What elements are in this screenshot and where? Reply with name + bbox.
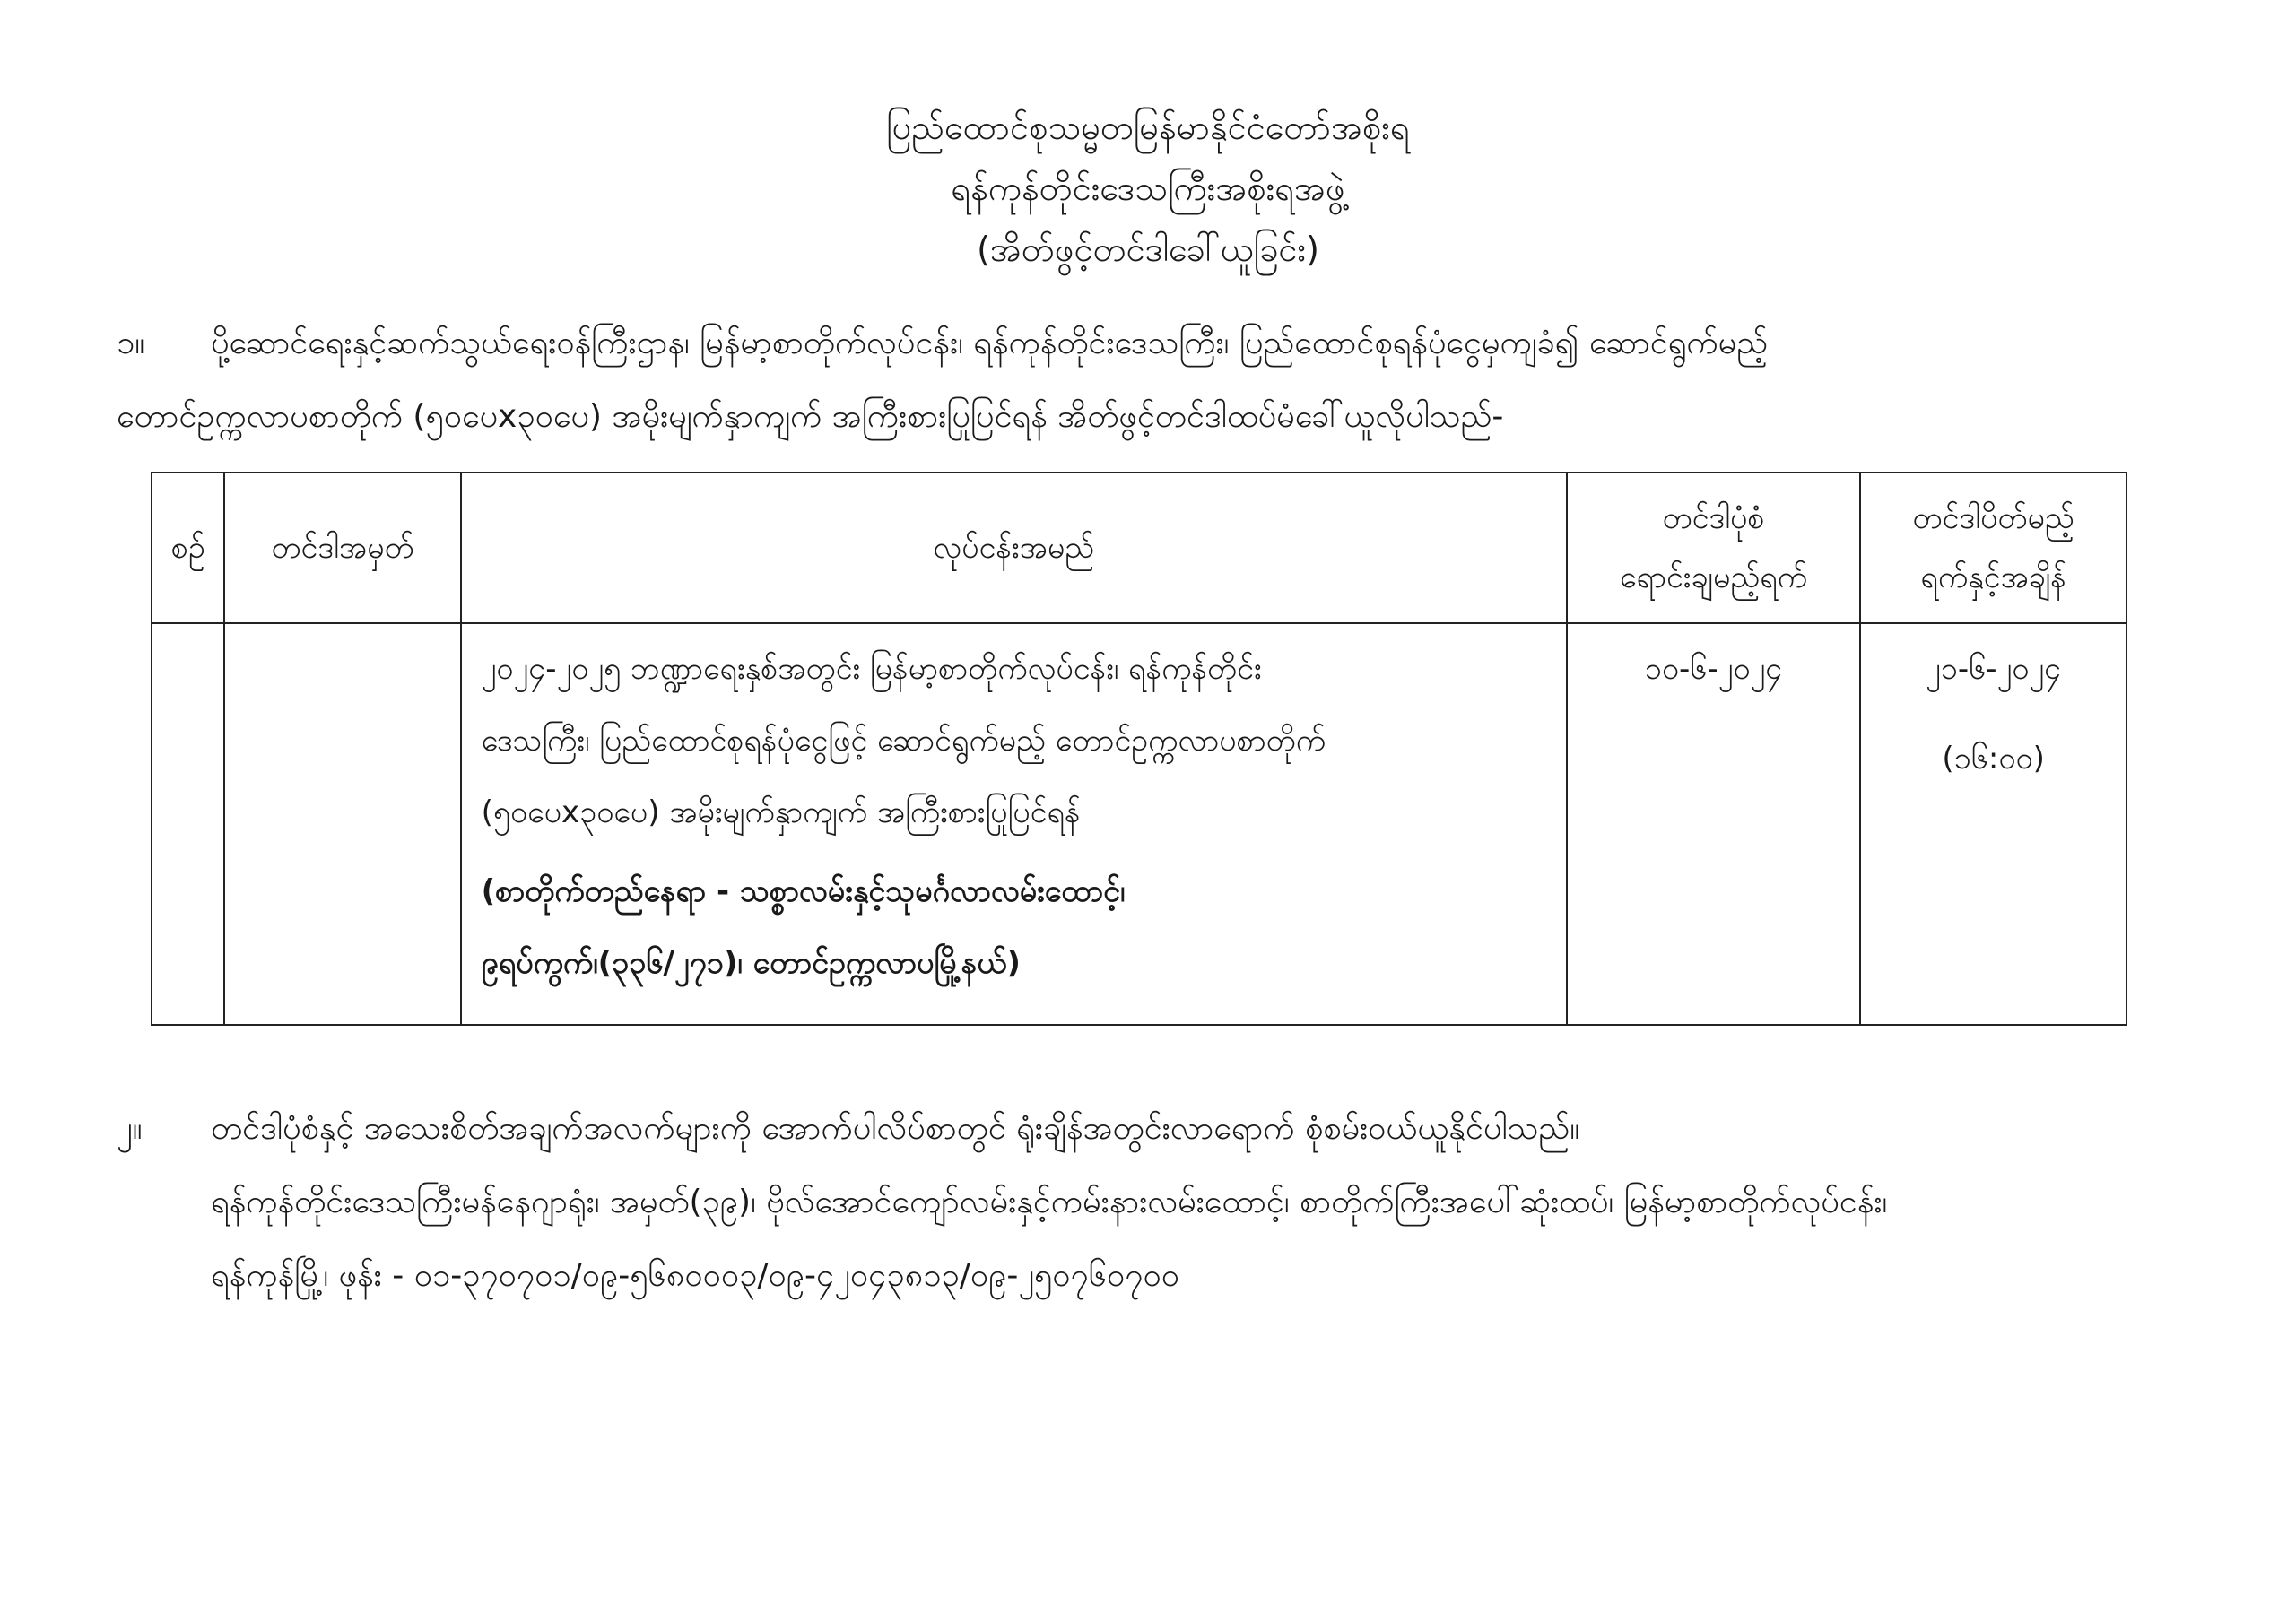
cell-close-date bbox=[1860, 623, 2126, 1025]
location-line-2: ၉ရပ်ကွက်၊(၃၃၆/၂၇၁)၊ တောင်ဥက္ကလာပမြို့နယ်) bbox=[481, 945, 1021, 981]
header-close-date-line-1: တင်ဒါပိတ်မည့် bbox=[1912, 500, 2074, 536]
paragraph-1 bbox=[117, 307, 2206, 454]
government-title: ပြည်ထောင်စုသမ္မတမြန်မာနိုင်ငံတော်အစိုးရ bbox=[886, 108, 1410, 147]
notice-title: (အိတ်ဖွင့်တင်ဒါခေါ်ယူခြင်း) bbox=[977, 230, 1319, 269]
cell-work-name bbox=[461, 623, 1567, 1025]
paragraph-number: ၁။ bbox=[117, 325, 145, 361]
paragraph-1-line-1: ပို့ဆောင်ရေးနှင့်ဆက်သွယ်ရေးဝန်ကြီးဌာန၊ မြန်မာ့စာတိုက်လုပ်ငန်း၊ ရန်ကုန်တိုင်းဒေသကြီး၊ ပြည်ထောင်စုရန်ပုံငွေမှကျခံ၍ ဆောင်ရွက်မည့် bbox=[211, 325, 1769, 361]
table-row bbox=[152, 623, 2126, 1025]
header-close-date bbox=[1860, 473, 2126, 623]
tender-table bbox=[151, 472, 2127, 1026]
header-close-date-line-2: ရက်နှင့်အချိန် bbox=[1920, 560, 2066, 595]
work-desc-line-1: ၂၀၂၄-၂၀၂၅ ဘဏ္ဍာရေးနှစ်အတွင်း မြန်မာ့စာတိုက်လုပ်ငန်း၊ ရန်ကုန်တိုင်း bbox=[481, 651, 1262, 687]
paragraph-1-line-2: တောင်ဥက္ကလာပစာတိုက် (၅၀ပေx၃၀ပေ) အမိုးမျက်နှာကျက် အကြီးစားပြုပြင်ရန် အိတ်ဖွင့်တင်ဒါထပ်မံခေါ်ယူလိုပါသည်- bbox=[117, 398, 1504, 435]
region-government-title: ရန်ကုန်တိုင်းဒေသကြီးအစိုးရအဖွဲ့ bbox=[951, 169, 1345, 208]
paragraph-number: ၂။ bbox=[117, 1110, 143, 1147]
location-line-1: (စာတိုက်တည်နေရာ - သစ္စာလမ်းနှင့်သုမင်္ဂလာလမ်းထောင့်၊ bbox=[481, 873, 1126, 909]
header-tender-no: တင်ဒါအမှတ် bbox=[224, 473, 460, 623]
header-sell-date bbox=[1567, 473, 1860, 623]
cell-tender-no bbox=[224, 623, 460, 1025]
post-office-location bbox=[482, 855, 1544, 999]
office-address: ရန်ကုန်တိုင်းဒေသကြီးမန်နေဂျာရုံး၊ အမှတ်(၃၉)၊ ဗိုလ်အောင်ကျော်လမ်းနှင့်ကမ်းနားလမ်းထောင့်၊ စာတိုက်ကြီးအပေါ်ဆုံးထပ်၊ မြန်မာ့စာတိုက်လုပ်ငန်း၊ bbox=[211, 1184, 1888, 1220]
work-desc-line-3: (၅၀ပေx၃၀ပေ) အမိုးမျက်နှာကျက် အကြီးစားပြုပြင်ရန် bbox=[481, 794, 1081, 830]
cell-serial-no bbox=[152, 623, 224, 1025]
close-date: ၂၁-၆-၂၀၂၄ bbox=[1926, 651, 2062, 687]
cell-sell-date bbox=[1567, 623, 1860, 1025]
header-sell-date-line-2: ရောင်းချမည့်ရက် bbox=[1619, 560, 1808, 595]
document-header bbox=[0, 97, 2296, 280]
office-phone: ရန်ကုန်မြို့၊ ဖုန်း - ၀၁-၃၇၀၇၀၁/၀၉-၅၆၈၀၀၀၃/၀၉-၄၂၀၄၃၈၁၃/၀၉-၂၅၀၇၆၀၇၀၀ bbox=[211, 1257, 1180, 1294]
paragraph-2-line-1: တင်ဒါပုံစံနှင့် အသေးစိတ်အချက်အလက်များကို အောက်ပါလိပ်စာတွင် ရုံးချိန်အတွင်းလာရောက် စုံစမ်းဝယ်ယူနိုင်ပါသည်။ bbox=[211, 1110, 1580, 1147]
sell-date: ၁၀-၆-၂၀၂၄ bbox=[1644, 651, 1783, 687]
close-time: (၁၆:၀၀) bbox=[1942, 741, 2045, 777]
header-sell-date-line-1: တင်ဒါပုံစံ bbox=[1662, 500, 1765, 536]
paragraph-2 bbox=[117, 1092, 2206, 1313]
header-work-name: လုပ်ငန်းအမည် bbox=[461, 473, 1567, 623]
work-desc-line-2: ဒေသကြီး၊ ပြည်ထောင်စုရန်ပုံငွေဖြင့် ဆောင်ရွက်မည့် တောင်ဥက္ကလာပစာတိုက် bbox=[481, 723, 1326, 759]
header-serial-no: စဉ် bbox=[152, 473, 224, 623]
table-header-row bbox=[152, 473, 2126, 623]
